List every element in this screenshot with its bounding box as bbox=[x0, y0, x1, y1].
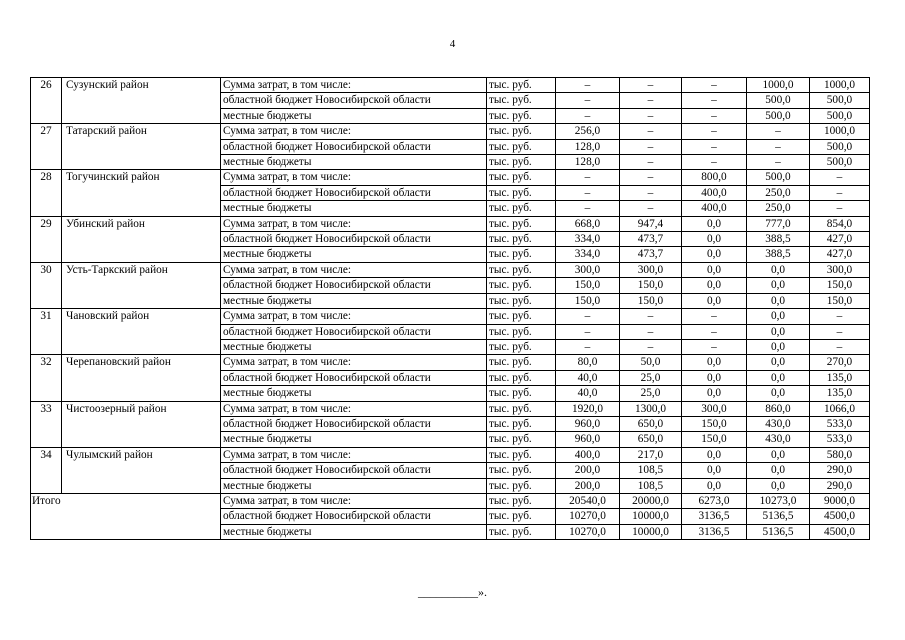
value-cell: 0,0 bbox=[747, 293, 810, 308]
value-cell: – bbox=[682, 78, 747, 93]
value-cell: – bbox=[682, 139, 747, 154]
row-label: местные бюджеты bbox=[221, 108, 487, 123]
value-cell: 0,0 bbox=[747, 386, 810, 401]
value-cell: – bbox=[556, 201, 620, 216]
row-label: местные бюджеты bbox=[221, 201, 487, 216]
value-cell: 150,0 bbox=[810, 293, 870, 308]
value-cell: 200,0 bbox=[556, 463, 620, 478]
value-cell: 1000,0 bbox=[810, 124, 870, 139]
unit-cell: тыс. руб. bbox=[487, 432, 556, 447]
unit-cell: тыс. руб. bbox=[487, 509, 556, 524]
row-label: местные бюджеты bbox=[221, 478, 487, 493]
value-cell: 150,0 bbox=[810, 278, 870, 293]
value-cell: 6273,0 bbox=[682, 493, 747, 508]
value-cell: 0,0 bbox=[682, 232, 747, 247]
unit-cell: тыс. руб. bbox=[487, 139, 556, 154]
unit-cell: тыс. руб. bbox=[487, 216, 556, 231]
district-name: Чановский район bbox=[62, 309, 221, 355]
row-label: Сумма затрат, в том числе: bbox=[221, 124, 487, 139]
value-cell: 5136,5 bbox=[747, 524, 810, 539]
unit-cell: тыс. руб. bbox=[487, 478, 556, 493]
district-name: Тогучинский район bbox=[62, 170, 221, 216]
value-cell: 500,0 bbox=[747, 108, 810, 123]
value-cell: – bbox=[620, 139, 682, 154]
value-cell: 0,0 bbox=[747, 355, 810, 370]
value-cell: – bbox=[810, 170, 870, 185]
value-cell: 250,0 bbox=[747, 201, 810, 216]
value-cell: 0,0 bbox=[747, 262, 810, 277]
value-cell: 800,0 bbox=[682, 170, 747, 185]
value-cell: 668,0 bbox=[556, 216, 620, 231]
row-label: Сумма затрат, в том числе: bbox=[221, 170, 487, 185]
value-cell: 960,0 bbox=[556, 432, 620, 447]
table-row bbox=[31, 124, 870, 139]
value-cell: – bbox=[682, 93, 747, 108]
value-cell: 200,0 bbox=[556, 478, 620, 493]
value-cell: – bbox=[620, 124, 682, 139]
value-cell: 0,0 bbox=[682, 447, 747, 462]
row-label: областной бюджет Новосибирской области bbox=[221, 370, 487, 385]
district-number: 28 bbox=[31, 170, 62, 216]
value-cell: – bbox=[556, 78, 620, 93]
unit-cell: тыс. руб. bbox=[487, 262, 556, 277]
value-cell: – bbox=[556, 93, 620, 108]
value-cell: 0,0 bbox=[747, 370, 810, 385]
row-label: областной бюджет Новосибирской области bbox=[221, 278, 487, 293]
value-cell: – bbox=[620, 201, 682, 216]
value-cell: 400,0 bbox=[556, 447, 620, 462]
table-row bbox=[31, 170, 870, 185]
value-cell: – bbox=[556, 170, 620, 185]
value-cell: 4500,0 bbox=[810, 524, 870, 539]
value-cell: 650,0 bbox=[620, 432, 682, 447]
row-label: Сумма затрат, в том числе: bbox=[221, 493, 487, 508]
value-cell: 500,0 bbox=[747, 93, 810, 108]
district-number: 30 bbox=[31, 262, 62, 308]
value-cell: 430,0 bbox=[747, 432, 810, 447]
value-cell: – bbox=[620, 155, 682, 170]
value-cell: 430,0 bbox=[747, 416, 810, 431]
district-number: 34 bbox=[31, 447, 62, 493]
value-cell: 1920,0 bbox=[556, 401, 620, 416]
district-name: Сузунский район bbox=[62, 78, 221, 124]
row-label: Сумма затрат, в том числе: bbox=[221, 401, 487, 416]
value-cell: 533,0 bbox=[810, 432, 870, 447]
district-number: 32 bbox=[31, 355, 62, 401]
value-cell: 473,7 bbox=[620, 247, 682, 262]
district-name: Черепановский район bbox=[62, 355, 221, 401]
value-cell: – bbox=[620, 324, 682, 339]
value-cell: 4500,0 bbox=[810, 509, 870, 524]
district-number: 26 bbox=[31, 78, 62, 124]
value-cell: – bbox=[556, 309, 620, 324]
value-cell: 854,0 bbox=[810, 216, 870, 231]
value-cell: 270,0 bbox=[810, 355, 870, 370]
value-cell: 1000,0 bbox=[747, 78, 810, 93]
value-cell: 427,0 bbox=[810, 247, 870, 262]
value-cell: 334,0 bbox=[556, 232, 620, 247]
value-cell: 108,5 bbox=[620, 463, 682, 478]
table-row bbox=[31, 309, 870, 324]
value-cell: 388,5 bbox=[747, 247, 810, 262]
row-label: местные бюджеты bbox=[221, 339, 487, 354]
unit-cell: тыс. руб. bbox=[487, 232, 556, 247]
unit-cell: тыс. руб. bbox=[487, 93, 556, 108]
table-row bbox=[31, 355, 870, 370]
value-cell: – bbox=[682, 339, 747, 354]
value-cell: 580,0 bbox=[810, 447, 870, 462]
district-number: 33 bbox=[31, 401, 62, 447]
value-cell: 334,0 bbox=[556, 247, 620, 262]
value-cell: – bbox=[620, 339, 682, 354]
value-cell: – bbox=[620, 78, 682, 93]
value-cell: 0,0 bbox=[682, 262, 747, 277]
value-cell: 388,5 bbox=[747, 232, 810, 247]
unit-cell: тыс. руб. bbox=[487, 155, 556, 170]
value-cell: – bbox=[556, 339, 620, 354]
value-cell: 10270,0 bbox=[556, 509, 620, 524]
value-cell: 20000,0 bbox=[620, 493, 682, 508]
value-cell: – bbox=[620, 170, 682, 185]
value-cell: 10273,0 bbox=[747, 493, 810, 508]
district-name: Татарский район bbox=[62, 124, 221, 170]
value-cell: 0,0 bbox=[747, 463, 810, 478]
value-cell: 135,0 bbox=[810, 386, 870, 401]
unit-cell: тыс. руб. bbox=[487, 524, 556, 539]
value-cell: 533,0 bbox=[810, 416, 870, 431]
value-cell: 1066,0 bbox=[810, 401, 870, 416]
budget-table bbox=[30, 77, 870, 540]
unit-cell: тыс. руб. bbox=[487, 293, 556, 308]
unit-cell: тыс. руб. bbox=[487, 386, 556, 401]
value-cell: 500,0 bbox=[810, 93, 870, 108]
table-body bbox=[31, 78, 870, 540]
value-cell: 1300,0 bbox=[620, 401, 682, 416]
value-cell: 500,0 bbox=[810, 108, 870, 123]
district-number: 27 bbox=[31, 124, 62, 170]
value-cell: 400,0 bbox=[682, 185, 747, 200]
row-label: Сумма затрат, в том числе: bbox=[221, 309, 487, 324]
unit-cell: тыс. руб. bbox=[487, 185, 556, 200]
value-cell: – bbox=[556, 108, 620, 123]
value-cell: 40,0 bbox=[556, 386, 620, 401]
unit-cell: тыс. руб. bbox=[487, 278, 556, 293]
value-cell: 0,0 bbox=[682, 370, 747, 385]
row-label: областной бюджет Новосибирской области bbox=[221, 324, 487, 339]
value-cell: 500,0 bbox=[747, 170, 810, 185]
page-number: 4 bbox=[449, 38, 456, 50]
district-name: Чистоозерный район bbox=[62, 401, 221, 447]
table-row bbox=[31, 78, 870, 93]
unit-cell: тыс. руб. bbox=[487, 247, 556, 262]
value-cell: 290,0 bbox=[810, 478, 870, 493]
unit-cell: тыс. руб. bbox=[487, 170, 556, 185]
row-label: областной бюджет Новосибирской области bbox=[221, 509, 487, 524]
value-cell: 50,0 bbox=[620, 355, 682, 370]
row-label: местные бюджеты bbox=[221, 293, 487, 308]
district-number: 31 bbox=[31, 309, 62, 355]
row-label: местные бюджеты bbox=[221, 386, 487, 401]
value-cell: 860,0 bbox=[747, 401, 810, 416]
value-cell: 0,0 bbox=[682, 293, 747, 308]
closing-mark: __________». bbox=[418, 585, 487, 599]
value-cell: 0,0 bbox=[682, 278, 747, 293]
value-cell: 960,0 bbox=[556, 416, 620, 431]
value-cell: 0,0 bbox=[682, 478, 747, 493]
value-cell: – bbox=[810, 201, 870, 216]
total-label: Итого bbox=[31, 493, 221, 539]
value-cell: 0,0 bbox=[682, 386, 747, 401]
value-cell: – bbox=[620, 309, 682, 324]
value-cell: 0,0 bbox=[682, 247, 747, 262]
value-cell: 0,0 bbox=[682, 463, 747, 478]
value-cell: 25,0 bbox=[620, 370, 682, 385]
unit-cell: тыс. руб. bbox=[487, 108, 556, 123]
value-cell: 25,0 bbox=[620, 386, 682, 401]
value-cell: – bbox=[682, 324, 747, 339]
value-cell: – bbox=[810, 324, 870, 339]
value-cell: 135,0 bbox=[810, 370, 870, 385]
value-cell: 80,0 bbox=[556, 355, 620, 370]
row-label: областной бюджет Новосибирской области bbox=[221, 463, 487, 478]
value-cell: 20540,0 bbox=[556, 493, 620, 508]
value-cell: 290,0 bbox=[810, 463, 870, 478]
value-cell: 947,4 bbox=[620, 216, 682, 231]
value-cell: 500,0 bbox=[810, 155, 870, 170]
district-name: Чулымский район bbox=[62, 447, 221, 493]
value-cell: 0,0 bbox=[747, 447, 810, 462]
value-cell: – bbox=[747, 139, 810, 154]
unit-cell: тыс. руб. bbox=[487, 416, 556, 431]
value-cell: – bbox=[620, 108, 682, 123]
value-cell: 777,0 bbox=[747, 216, 810, 231]
unit-cell: тыс. руб. bbox=[487, 355, 556, 370]
value-cell: 150,0 bbox=[620, 293, 682, 308]
value-cell: 500,0 bbox=[810, 139, 870, 154]
value-cell: 0,0 bbox=[747, 278, 810, 293]
value-cell: 9000,0 bbox=[810, 493, 870, 508]
district-number: 29 bbox=[31, 216, 62, 262]
row-label: Сумма затрат, в том числе: bbox=[221, 216, 487, 231]
table-row bbox=[31, 447, 870, 462]
district-name: Убинский район bbox=[62, 216, 221, 262]
row-label: областной бюджет Новосибирской области bbox=[221, 416, 487, 431]
unit-cell: тыс. руб. bbox=[487, 201, 556, 216]
value-cell: 0,0 bbox=[682, 355, 747, 370]
row-label: Сумма затрат, в том числе: bbox=[221, 447, 487, 462]
value-cell: 0,0 bbox=[747, 309, 810, 324]
value-cell: 150,0 bbox=[620, 278, 682, 293]
value-cell: 0,0 bbox=[747, 339, 810, 354]
value-cell: – bbox=[682, 108, 747, 123]
row-label: областной бюджет Новосибирской области bbox=[221, 185, 487, 200]
value-cell: 10000,0 bbox=[620, 524, 682, 539]
value-cell: – bbox=[682, 124, 747, 139]
row-label: Сумма затрат, в том числе: bbox=[221, 355, 487, 370]
value-cell: – bbox=[810, 309, 870, 324]
value-cell: 128,0 bbox=[556, 139, 620, 154]
value-cell: 300,0 bbox=[810, 262, 870, 277]
value-cell: 473,7 bbox=[620, 232, 682, 247]
value-cell: 0,0 bbox=[747, 324, 810, 339]
value-cell: 427,0 bbox=[810, 232, 870, 247]
unit-cell: тыс. руб. bbox=[487, 463, 556, 478]
value-cell: 150,0 bbox=[556, 278, 620, 293]
value-cell: 650,0 bbox=[620, 416, 682, 431]
value-cell: 128,0 bbox=[556, 155, 620, 170]
value-cell: 300,0 bbox=[682, 401, 747, 416]
value-cell: 5136,5 bbox=[747, 509, 810, 524]
value-cell: 250,0 bbox=[747, 185, 810, 200]
value-cell: – bbox=[747, 155, 810, 170]
value-cell: 256,0 bbox=[556, 124, 620, 139]
table-row bbox=[31, 262, 870, 277]
value-cell: 40,0 bbox=[556, 370, 620, 385]
row-label: местные бюджеты bbox=[221, 432, 487, 447]
value-cell: – bbox=[747, 124, 810, 139]
value-cell: 108,5 bbox=[620, 478, 682, 493]
row-label: Сумма затрат, в том числе: bbox=[221, 78, 487, 93]
value-cell: – bbox=[556, 185, 620, 200]
value-cell: 1000,0 bbox=[810, 78, 870, 93]
value-cell: 217,0 bbox=[620, 447, 682, 462]
row-label: местные бюджеты bbox=[221, 524, 487, 539]
unit-cell: тыс. руб. bbox=[487, 401, 556, 416]
value-cell: 150,0 bbox=[682, 416, 747, 431]
table-row bbox=[31, 216, 870, 231]
value-cell: – bbox=[682, 155, 747, 170]
unit-cell: тыс. руб. bbox=[487, 309, 556, 324]
value-cell: 150,0 bbox=[682, 432, 747, 447]
unit-cell: тыс. руб. bbox=[487, 493, 556, 508]
value-cell: 300,0 bbox=[620, 262, 682, 277]
row-label: местные бюджеты bbox=[221, 247, 487, 262]
value-cell: 3136,5 bbox=[682, 524, 747, 539]
row-label: областной бюджет Новосибирской области bbox=[221, 139, 487, 154]
district-name: Усть-Таркский район bbox=[62, 262, 221, 308]
value-cell: – bbox=[556, 324, 620, 339]
value-cell: – bbox=[620, 185, 682, 200]
table-row bbox=[31, 401, 870, 416]
value-cell: 10270,0 bbox=[556, 524, 620, 539]
row-label: областной бюджет Новосибирской области bbox=[221, 93, 487, 108]
value-cell: 10000,0 bbox=[620, 509, 682, 524]
row-label: местные бюджеты bbox=[221, 155, 487, 170]
unit-cell: тыс. руб. bbox=[487, 78, 556, 93]
value-cell: 3136,5 bbox=[682, 509, 747, 524]
value-cell: 0,0 bbox=[682, 216, 747, 231]
value-cell: 150,0 bbox=[556, 293, 620, 308]
row-label: областной бюджет Новосибирской области bbox=[221, 232, 487, 247]
value-cell: 400,0 bbox=[682, 201, 747, 216]
value-cell: 300,0 bbox=[556, 262, 620, 277]
value-cell: – bbox=[620, 93, 682, 108]
unit-cell: тыс. руб. bbox=[487, 339, 556, 354]
unit-cell: тыс. руб. bbox=[487, 124, 556, 139]
unit-cell: тыс. руб. bbox=[487, 324, 556, 339]
unit-cell: тыс. руб. bbox=[487, 447, 556, 462]
value-cell: – bbox=[810, 339, 870, 354]
row-label: Сумма затрат, в том числе: bbox=[221, 262, 487, 277]
value-cell: 0,0 bbox=[747, 478, 810, 493]
table-row bbox=[31, 493, 870, 508]
unit-cell: тыс. руб. bbox=[487, 370, 556, 385]
value-cell: – bbox=[682, 309, 747, 324]
value-cell: – bbox=[810, 185, 870, 200]
